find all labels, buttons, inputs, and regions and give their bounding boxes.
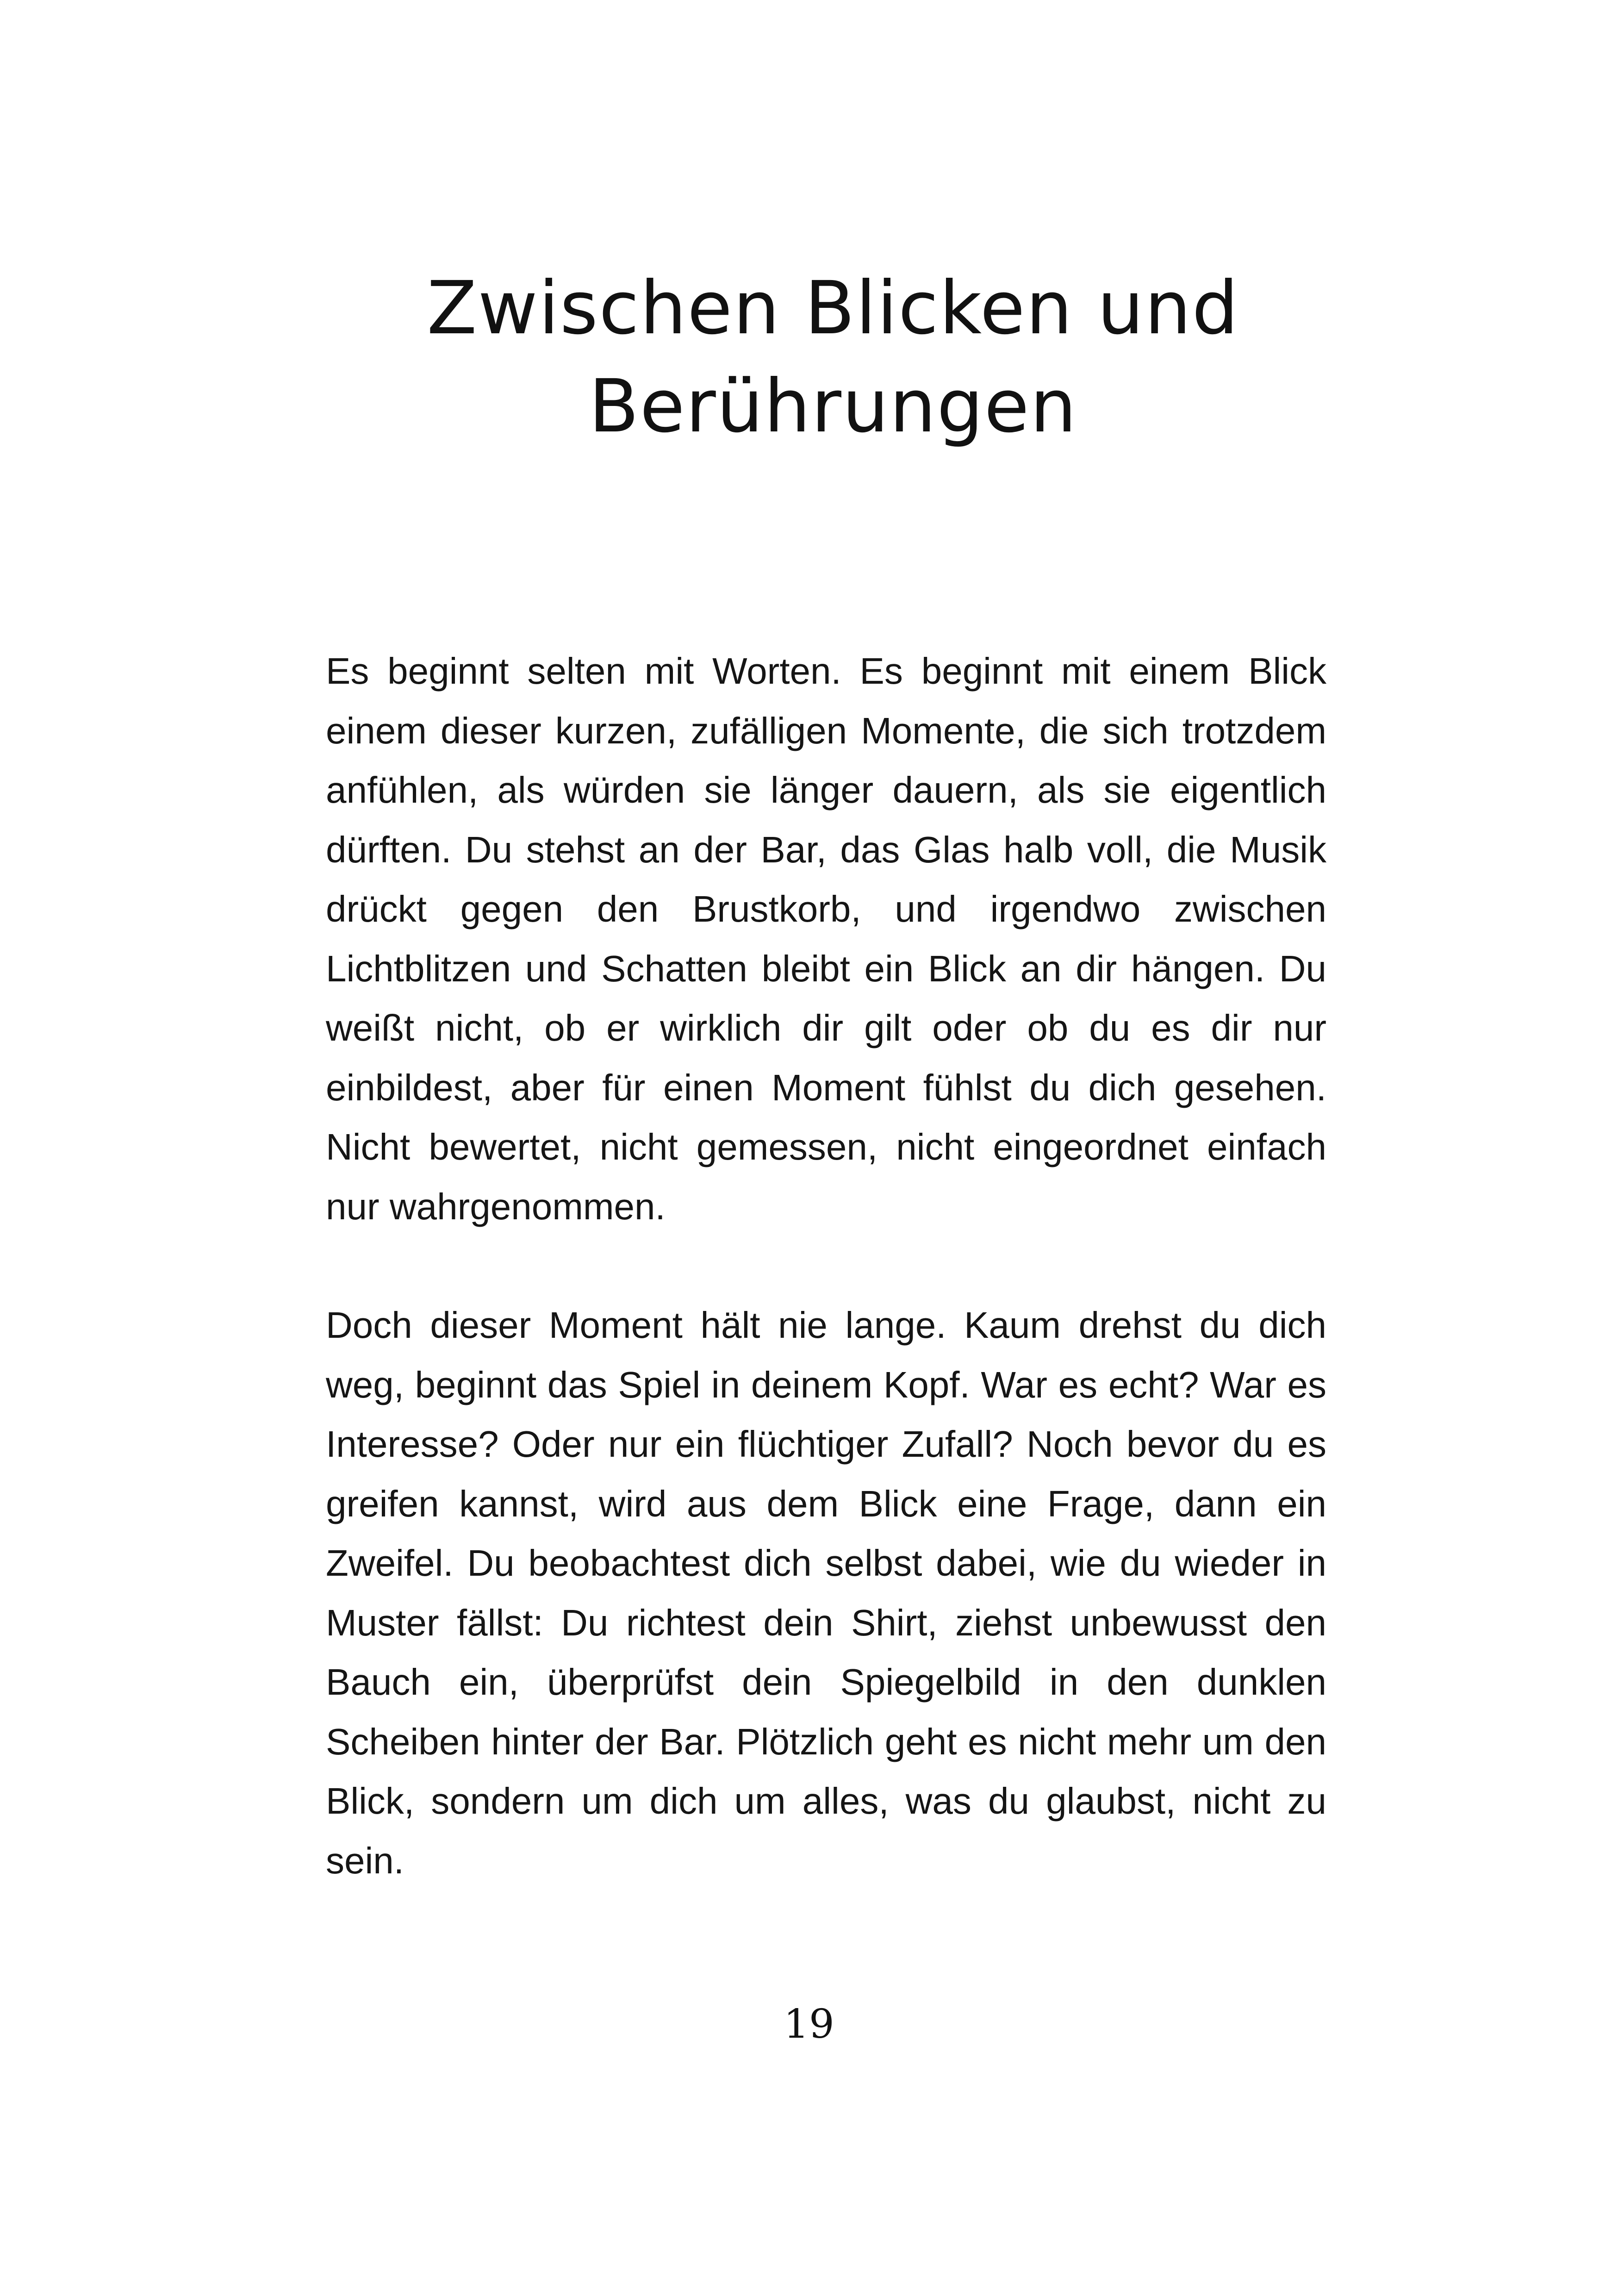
chapter-title bbox=[324, 259, 1342, 455]
chapter-title-line-1: Zwischen Blicken und bbox=[427, 266, 1239, 351]
body-paragraph-1: Es beginnt selten mit Worten. Es beginnt mit einem Blick einem dieser kurzen, zufälligen Momente, die sich trotzdem anfühlen, als würden sie länger dauern, als sie eigentlich dürften. Du stehst an der Bar, das Glas halb voll, die Musik drückt gegen den Brustkorb, und irgendwo zwischen Lichtblitzen und Schatten bleibt ein Blick an dir hängen. Du weißt nicht, ob er wirklich dir gilt oder ob du es dir nur einbildest, aber für einen Moment fühlst du dich gesehen. Nicht bewertet, nicht gemessen, nicht eingeordnet einfach nur wahrgenommen. bbox=[326, 650, 1326, 1227]
body-paragraph-2: Doch dieser Moment hält nie lange. Kaum drehst du dich weg, beginnt das Spiel in deinem Kopf. War es echt? War es Interesse? Oder nur ein flüchtiger Zufall? Noch bevor du es greifen kannst, wird aus dem Blick eine Frage, dann ein Zweifel. Du beobachtest dich selbst dabei, wie du wieder in Muster fällst: Du richtest dein Shirt, ziehst unbewusst den Bauch ein, überprüfst dein Spiegelbild in den dunklen Scheiben hinter der Bar. Plötzlich geht es nicht mehr um den Blick, sondern um dich um alles, was du glaubst, nicht zu sein. bbox=[326, 1304, 1326, 1881]
page-number: 19 bbox=[784, 2001, 834, 2047]
chapter-title-line-2: Berührungen bbox=[589, 364, 1077, 449]
chapter-body bbox=[326, 642, 1326, 1890]
